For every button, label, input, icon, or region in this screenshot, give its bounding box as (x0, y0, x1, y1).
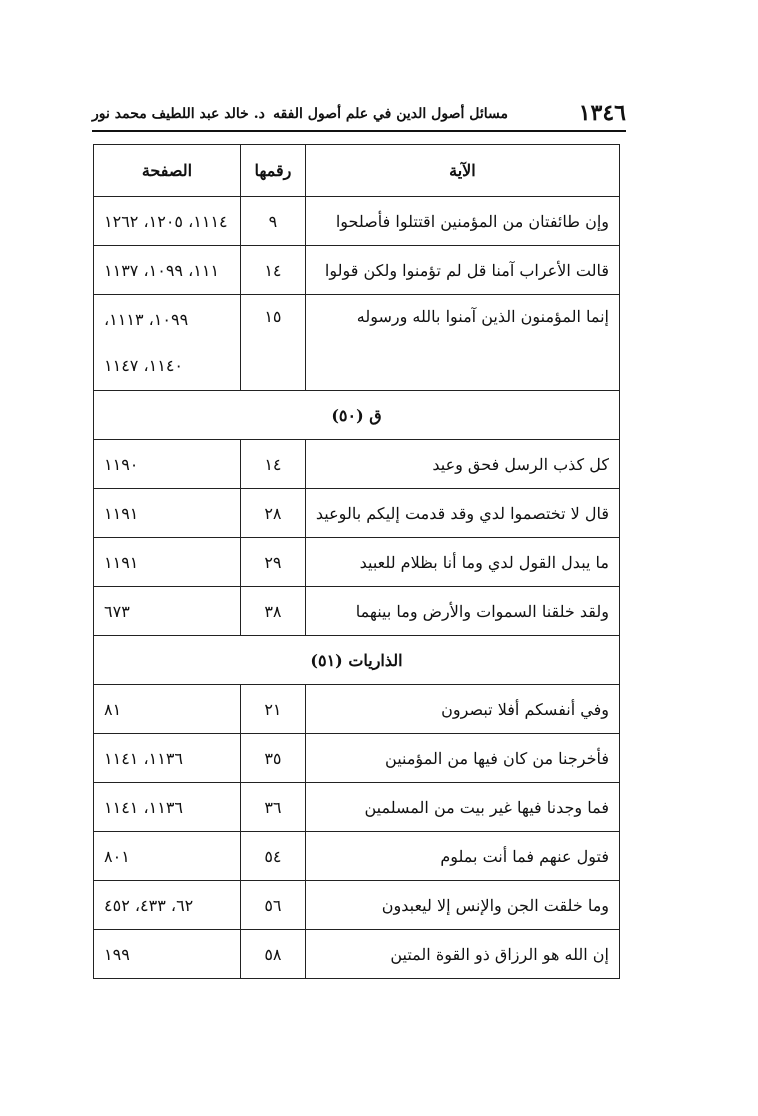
page-header (92, 100, 626, 130)
page-refs: ٦٢، ٤٣٣، ٤٥٢ (94, 881, 241, 930)
verse-number: ٢١ (240, 685, 305, 734)
table-row (94, 587, 620, 636)
column-header-verse: الآية (305, 145, 619, 197)
page-refs: ١١٩١ (94, 489, 241, 538)
verse-number: ١٤ (240, 246, 305, 295)
verse-number: ٥٨ (240, 930, 305, 979)
verse-text: قال لا تختصموا لدي وقد قدمت إليكم بالوعيد (305, 489, 619, 538)
column-header-page: الصفحة (94, 145, 241, 197)
table-row (94, 685, 620, 734)
page-refs: ٨٠١ (94, 832, 241, 881)
page-refs-line: ١٠٩٩، ١١١٣، (104, 310, 189, 329)
verse-text: فأخرجنا من كان فيها من المؤمنين (305, 734, 619, 783)
table-row (94, 440, 620, 489)
verse-number: ٩ (240, 197, 305, 246)
table-row (94, 489, 620, 538)
verse-number: ١٥ (240, 295, 305, 391)
surah-heading-row (94, 636, 620, 685)
verse-index-table (93, 144, 620, 979)
author-name: د. خالد عبد اللطيف محمد نور (92, 106, 265, 122)
verse-number: ٣٨ (240, 587, 305, 636)
table-header-row (94, 145, 620, 197)
table-row (94, 881, 620, 930)
page-refs (94, 295, 241, 391)
verse-text: فما وجدنا فيها غير بيت من المسلمين (305, 783, 619, 832)
verse-text: ما يبدل القول لدي وما أنا بظلام للعبيد (305, 538, 619, 587)
page-refs: ١١٩٠ (94, 440, 241, 489)
verse-number: ٣٥ (240, 734, 305, 783)
book-title: مسائل أصول الدين في علم أصول الفقه (273, 106, 508, 122)
table-row (94, 930, 620, 979)
verse-text: قالت الأعراب آمنا قل لم تؤمنوا ولكن قولوا (305, 246, 619, 295)
page-refs: ١١١٤، ١٢٠٥، ١٢٦٢ (94, 197, 241, 246)
table-row (94, 734, 620, 783)
header-rule (92, 130, 626, 132)
verse-number: ٣٦ (240, 783, 305, 832)
surah-heading-row (94, 391, 620, 440)
page-refs: ٦٧٣ (94, 587, 241, 636)
verse-text: كل كذب الرسل فحق وعيد (305, 440, 619, 489)
surah-heading: ق (٥٠) (94, 391, 620, 440)
verse-number: ٢٩ (240, 538, 305, 587)
table-row (94, 538, 620, 587)
column-header-number: رقمها (240, 145, 305, 197)
table-row (94, 246, 620, 295)
table-row (94, 295, 620, 391)
verse-number: ٢٨ (240, 489, 305, 538)
verse-text: وفي أنفسكم أفلا تبصرون (305, 685, 619, 734)
page-refs: ١١٩١ (94, 538, 241, 587)
page-refs: ١١٣٦، ١١٤١ (94, 734, 241, 783)
verse-number: ٥٦ (240, 881, 305, 930)
surah-heading: الذاريات (٥١) (94, 636, 620, 685)
verse-text: فتول عنهم فما أنت بملوم (305, 832, 619, 881)
table-row (94, 832, 620, 881)
verse-text: وما خلقت الجن والإنس إلا ليعبدون (305, 881, 619, 930)
page-refs-line: ١١٤٠، ١١٤٧ (104, 356, 183, 375)
page-refs: ١٩٩ (94, 930, 241, 979)
page-refs: ١١٣٦، ١١٤١ (94, 783, 241, 832)
verse-text: إن الله هو الرزاق ذو القوة المتين (305, 930, 619, 979)
verse-text: إنما المؤمنون الذين آمنوا بالله ورسوله (305, 295, 619, 391)
verse-number: ٥٤ (240, 832, 305, 881)
verse-text: ولقد خلقنا السموات والأرض وما بينهما (305, 587, 619, 636)
page-number: ١٣٤٦ (578, 100, 626, 126)
table-row (94, 197, 620, 246)
table-row (94, 783, 620, 832)
verse-number: ١٤ (240, 440, 305, 489)
page-refs: ١١١، ١٠٩٩، ١١٣٧ (94, 246, 241, 295)
verse-text: وإن طائفتان من المؤمنين اقتتلوا فأصلحوا (305, 197, 619, 246)
page-refs: ٨١ (94, 685, 241, 734)
